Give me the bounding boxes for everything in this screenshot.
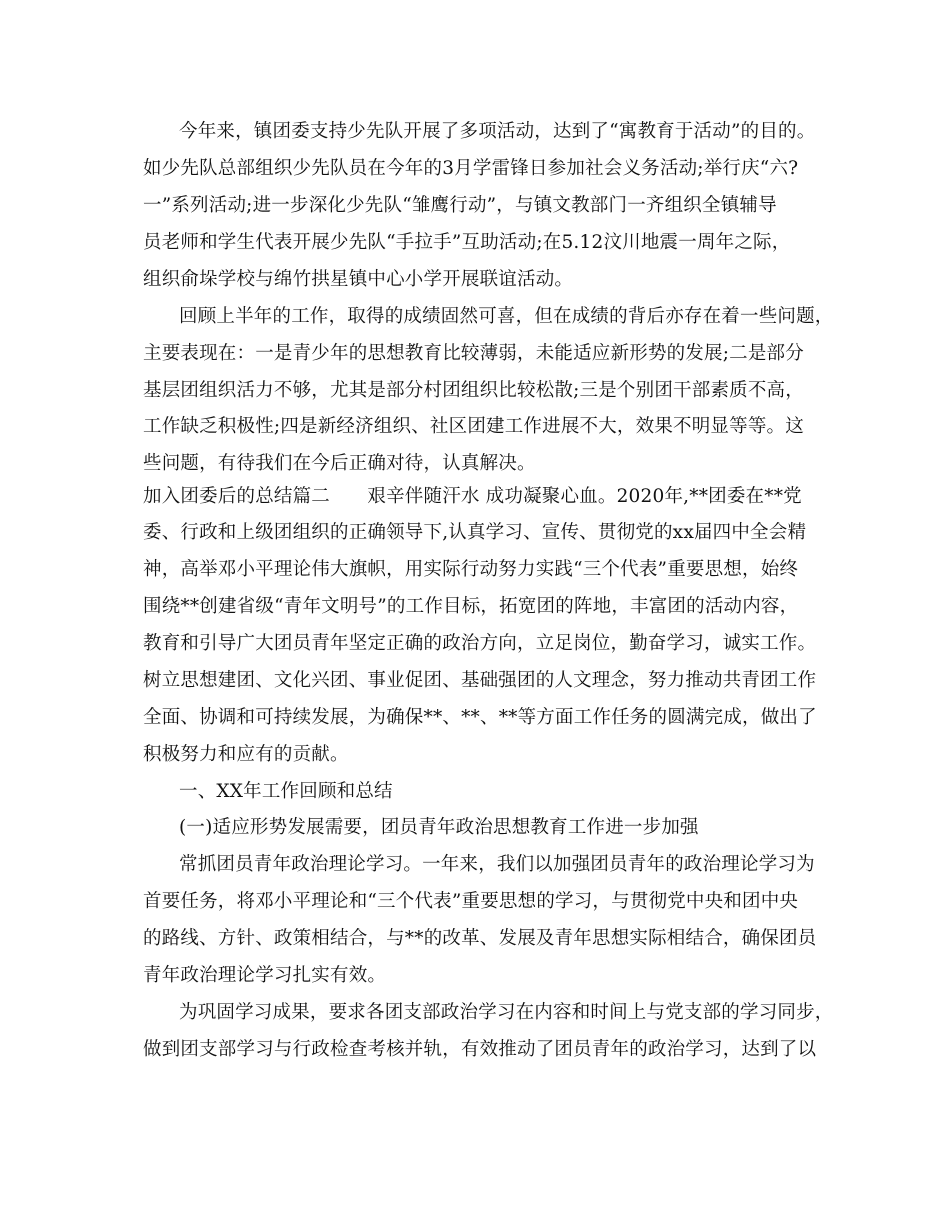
- text-line: 如少先队总部组织少先队员在今年的3月学雷锋日参加社会义务活动;举行庆“六?: [143, 158, 799, 179]
- text-line: 今年来，镇团委支持少先队开展了多项活动，达到了“寓教育于活动”的目的。: [179, 121, 816, 142]
- text-line: 主要表现在：一是青少年的思想教育比较薄弱，未能适应新形势的发展;二是部分: [143, 343, 804, 364]
- text-line: 围绕**创建省级“青年文明号”的工作目标，拓宽团的阵地，丰富团的活动内容，: [143, 596, 799, 617]
- text-line: 神，高举邓小平理论伟大旗帜，用实际行动努力实践“三个代表”重要思想，始终: [143, 559, 799, 580]
- text-line: 青年政治理论学习扎实有效。: [143, 965, 387, 986]
- text-line: 首要任务，将邓小平理论和“三个代表”重要思想的学习，与贯彻党中央和团中央: [143, 891, 799, 912]
- text-line: 的路线、方针、政策相结合，与**的改革、发展及青年思想实际相结合，确保团员: [143, 928, 817, 949]
- text-line: 回顾上半年的工作，取得的成绩固然可喜，但在成绩的背后亦存在着一些问题，: [179, 306, 834, 327]
- section-heading-line: 加入团委后的总结篇二 艰辛伴随汗水 成功凝聚心血。2020年,**团委在**党: [143, 486, 802, 507]
- text-line: 积极努力和应有的贡献。: [143, 744, 349, 765]
- text-line: 全面、协调和可持续发展，为确保**、**、**等方面工作任务的圆满完成，做出了: [143, 707, 817, 728]
- heading-review: 一、XX年工作回顾和总结: [179, 781, 393, 802]
- text-line: 基层团组织活力不够，尤其是部分村团组织比较松散;三是个别团干部素质不高，: [143, 380, 804, 401]
- text-line: 为巩固学习成果，要求各团支部政治学习在内容和时间上与党支部的学习同步，: [179, 1002, 834, 1023]
- text-line: 员老师和学生代表开展少先队“手拉手”互助活动;在5.12汶川地震一周年之际，: [143, 232, 791, 253]
- subheading-education: (一)适应形势发展需要，团员青年政治思想教育工作进一步加强: [179, 817, 699, 838]
- text-line: 组织俞垛学校与绵竹拱星镇中心小学开展联谊活动。: [143, 269, 574, 290]
- text-line: 委、行政和上级团组织的正确领导下,认真学习、宣传、贯彻党的xx届四中全会精: [143, 522, 807, 543]
- text-line: 树立思想建团、文化兴团、事业促团、基础强团的人文理念，努力推动共青团工作: [143, 670, 817, 691]
- text-line: 一”系列活动;进一步深化少先队“雏鹰行动”，与镇文教部门一齐组织全镇辅导: [143, 195, 777, 216]
- text-line: 教育和引导广大团员青年坚定正确的政治方向，立足岗位，勤奋学习，诚实工作。: [143, 633, 817, 654]
- text-line: 常抓团员青年政治理论学习。一年来，我们以加强团员青年的政治理论学习为: [179, 854, 815, 875]
- text-line: 做到团支部学习与行政检查考核并轨，有效推动了团员青年的政治学习，达到了以: [143, 1039, 817, 1060]
- text-line: 些问题，有待我们在今后正确对待，认真解决。: [143, 453, 536, 474]
- text-line: 工作缺乏积极性;四是新经济组织、社区团建工作进展不大，效果不明显等等。这: [143, 416, 804, 437]
